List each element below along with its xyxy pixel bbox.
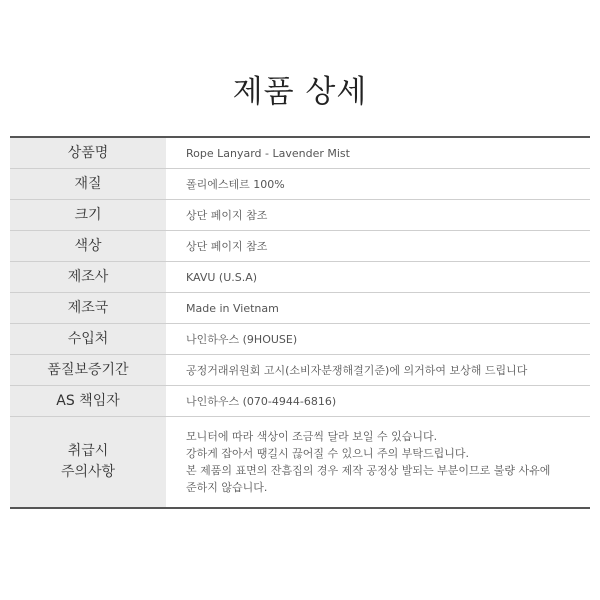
spec-value: Rope Lanyard - Lavender Mist xyxy=(186,146,350,160)
spec-value: 공정거래위원회 고시(소비자분쟁해결기준)에 의거하여 보상해 드립니다 xyxy=(186,363,528,377)
product-spec-table xyxy=(10,136,590,509)
spec-value: Made in Vietnam xyxy=(186,301,279,315)
caution-line: 준하지 않습니다. xyxy=(186,481,268,494)
page-title: 제품 상세 xyxy=(232,74,368,110)
spec-label: 품질보증기간 xyxy=(10,355,166,385)
spec-row-warranty xyxy=(10,355,590,386)
spec-row-manufacturer xyxy=(10,262,590,293)
caution-line: 모니터에 따라 색상이 조금씩 달라 보일 수 있습니다. xyxy=(186,430,438,443)
caution-line: 본 제품의 표면의 잔흠집의 경우 제작 공정상 발되는 부분이므로 불량 사유에 xyxy=(186,464,551,477)
spec-label: 상품명 xyxy=(10,138,166,168)
spec-label: AS 책임자 xyxy=(10,386,166,416)
spec-label: 수입처 xyxy=(10,324,166,354)
spec-value: 상단 페이지 참조 xyxy=(186,208,268,222)
caution-line: 강하게 잡아서 땡길시 끊어질 수 있으니 주의 부탁드립니다. xyxy=(186,447,469,460)
spec-row-material xyxy=(10,169,590,200)
caution-text xyxy=(166,417,590,507)
spec-value: 상단 페이지 참조 xyxy=(186,239,268,253)
spec-value: 나인하우스 (9HOUSE) xyxy=(186,332,298,346)
spec-row-country xyxy=(10,293,590,324)
spec-label: 취급시 주의사항 xyxy=(10,417,166,507)
spec-row-caution xyxy=(10,417,590,507)
spec-label: 제조사 xyxy=(10,262,166,292)
spec-label: 제조국 xyxy=(10,293,166,323)
spec-row-color xyxy=(10,231,590,262)
spec-row-size xyxy=(10,200,590,231)
spec-label: 재질 xyxy=(10,169,166,199)
spec-row-as-manager xyxy=(10,386,590,417)
spec-value: KAVU (U.S.A) xyxy=(186,270,258,284)
spec-row-product-name xyxy=(10,138,590,169)
spec-label: 크기 xyxy=(10,200,166,230)
spec-value: 폴리에스테르 100% xyxy=(186,177,285,191)
spec-label: 색상 xyxy=(10,231,166,261)
spec-value: 나인하우스 (070-4944-6816) xyxy=(186,394,337,408)
spec-row-importer xyxy=(10,324,590,355)
